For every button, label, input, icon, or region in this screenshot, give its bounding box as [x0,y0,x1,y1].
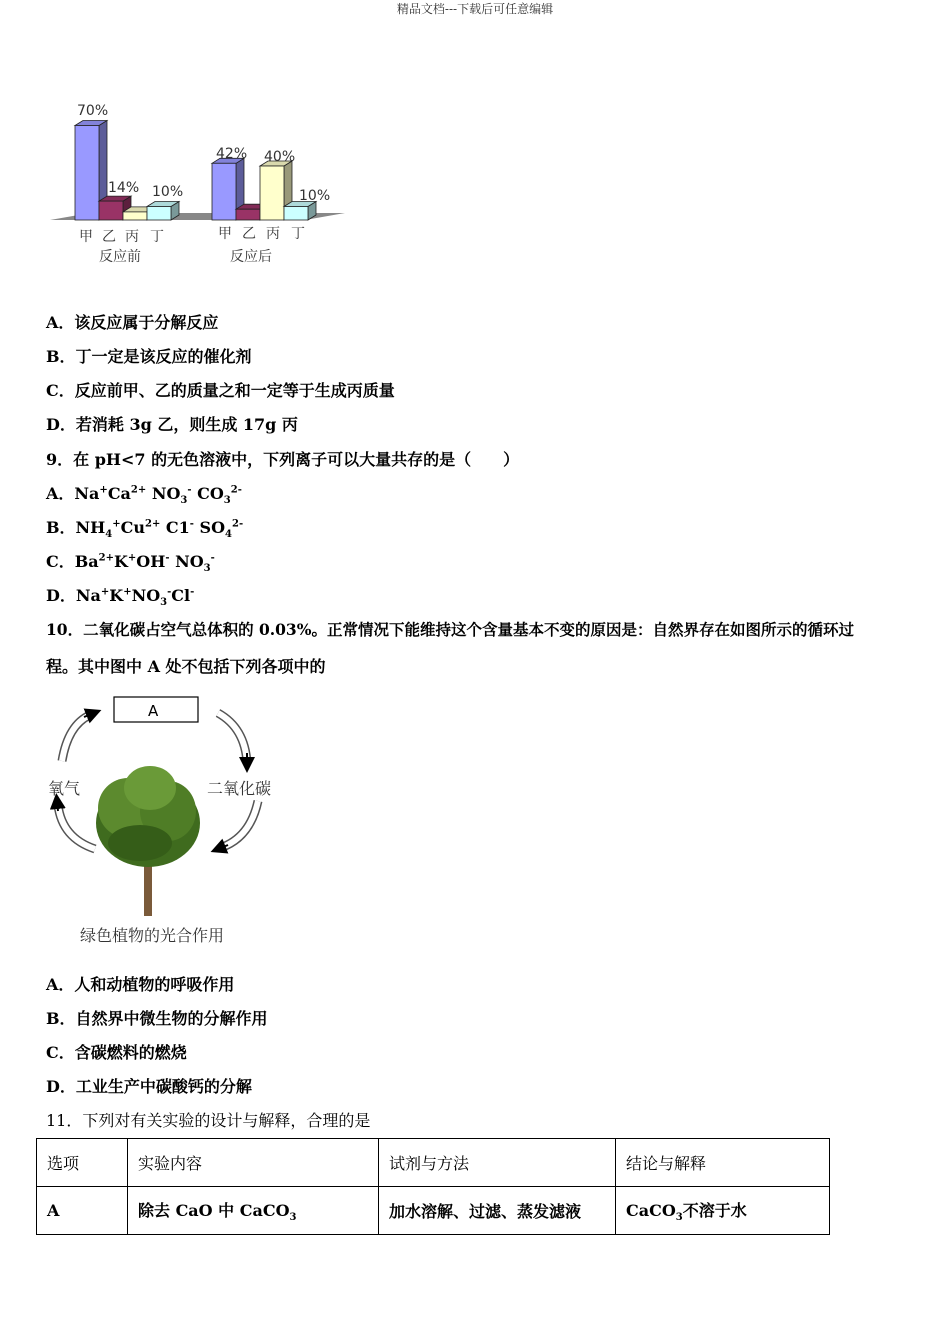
q9-option-c [46,549,215,574]
q10-option-a: A．人和动植物的呼吸作用 [46,975,235,994]
ion-charge: - [190,586,195,598]
ion-charge: + [100,586,110,598]
ion-charge: + [112,518,121,530]
q9-option-a [46,481,242,506]
cell-conclusion [616,1187,830,1235]
q8-option-a: A．该反应属于分解反应 [46,313,219,332]
ion-text: Na [75,586,101,605]
q8-option-b: B．丁一定是该反应的催化剂 [46,347,252,366]
page-header: 精品文档---下载后可任意编辑 [396,2,554,16]
ion-subscript: 4 [105,529,113,541]
ion-text: OH [136,552,166,571]
ion-charge: + [123,586,132,598]
bar-before-ding [147,202,179,221]
cat-after-jia: 甲 [218,226,232,242]
label-before-yi: 14% [108,180,140,196]
header-cell: 结论与解释 [616,1139,830,1187]
group-label-before: 反应前 [99,249,141,265]
ion-charge: - [189,518,194,530]
header-cell: 实验内容 [128,1139,379,1187]
group-label-after: 反应后 [230,249,272,265]
ion-subscript: 3 [180,495,188,507]
ion-charge: 2- [230,484,242,496]
cat-after-bing: 丙 [266,226,280,242]
ion-text: Cl [171,586,191,605]
ion-text: Ca [107,484,131,503]
q10-option-b: B．自然界中微生物的分解作用 [46,1009,268,1028]
ion-charge: - [187,484,192,496]
option-label: B． [46,518,76,537]
ion-text: SO [193,518,226,537]
ion-charge: - [165,552,170,564]
label-oxygen: 氧气 [48,779,81,798]
label-before-jia: 70% [77,103,109,119]
q11-table [36,1138,830,1235]
cat-before-yi: 乙 [102,229,116,245]
q10-stem-line2: 程。其中图中 A 处不包括下列各项中的 [46,657,326,676]
ion-text: NH [75,518,106,537]
ion-text: Cu [120,518,146,537]
ion-charge: 2+ [130,484,147,496]
ion-subscript: 3 [203,563,211,575]
q10-stem-line1: 10．二氧化碳占空气总体积的 0.03%。正常情况下能维持这个含量基本不变的原因是：自然界存在如图所示的循环过 [46,620,854,639]
cell-subscript: 3 [289,1212,297,1224]
option-label: D． [46,586,76,605]
cell-text: 除去 CaO 中 CaCO [138,1200,290,1220]
cat-before-bing: 丙 [125,229,139,245]
cat-after-yi: 乙 [242,226,256,242]
ion-text: C1 [160,518,190,537]
option-label: C． [46,552,75,571]
q10-option-d: D．工业生产中碳酸钙的分解 [46,1077,252,1096]
cell-option: A [37,1187,128,1235]
cell-text: 不溶于水 [682,1200,747,1220]
diagram-caption: 绿色植物的光合作用 [80,926,225,945]
q9-option-d [46,583,194,608]
ion-text: Ba [74,552,99,571]
tree-icon [96,766,200,916]
bar-chart [40,95,360,270]
ion-subscript: 3 [223,495,231,507]
ion-text: NO [131,586,161,605]
ion-text: CO [191,484,224,503]
label-after-jia: 42% [216,146,248,162]
ion-text: K [113,552,128,571]
ion-charge: + [127,552,137,564]
ion-subscript: 4 [225,529,232,541]
q8-option-d: D．若消耗 3g 乙，则生成 17g 丙 [46,415,298,434]
table-row [37,1187,830,1235]
cat-after-ding: 丁 [291,226,305,242]
ion-charge: 2+ [145,518,161,530]
ion-subscript: 3 [160,597,168,609]
ion-text: NO [146,484,181,503]
cell-method: 加水溶解、过滤、蒸发滤液 [379,1187,616,1235]
q11-stem: 11．下列对有关实验的设计与解释，合理的是 [46,1111,371,1130]
label-after-ding: 10% [299,188,331,204]
header-cell: 选项 [37,1139,128,1187]
bar-after-ding [284,202,316,221]
ion-charge: 2+ [98,552,114,564]
ion-charge: - [210,552,215,564]
q9-option-b [46,515,243,540]
q9-stem: 9．在 pH<7 的无色溶液中，下列离子可以大量共存的是（ ） [46,450,520,469]
ion-text: Na [74,484,100,503]
q10-option-c: C．含碳燃料的燃烧 [46,1043,187,1062]
table-header-row [37,1139,830,1187]
ion-text: NO [169,552,204,571]
ion-charge: - [167,586,172,598]
cell-subscript: 3 [675,1212,683,1224]
box-a-label: A [148,702,159,720]
q8-option-c: C．反应前甲、乙的质量之和一定等于生成丙质量 [46,381,395,400]
cat-before-ding: 丁 [150,229,164,245]
ion-charge: 2- [231,518,244,530]
header-cell: 试剂与方法 [379,1139,616,1187]
cat-before-jia: 甲 [79,229,93,245]
label-co2: 二氧化碳 [207,779,272,798]
ion-text: K [109,586,124,605]
cell-content [128,1187,379,1235]
option-label: A． [46,484,75,503]
label-before-ding: 10% [152,184,184,200]
label-after-bing: 40% [264,149,296,165]
carbon-cycle-diagram [40,693,300,953]
ion-charge: + [99,484,108,496]
cell-text: CaCO [626,1200,676,1220]
